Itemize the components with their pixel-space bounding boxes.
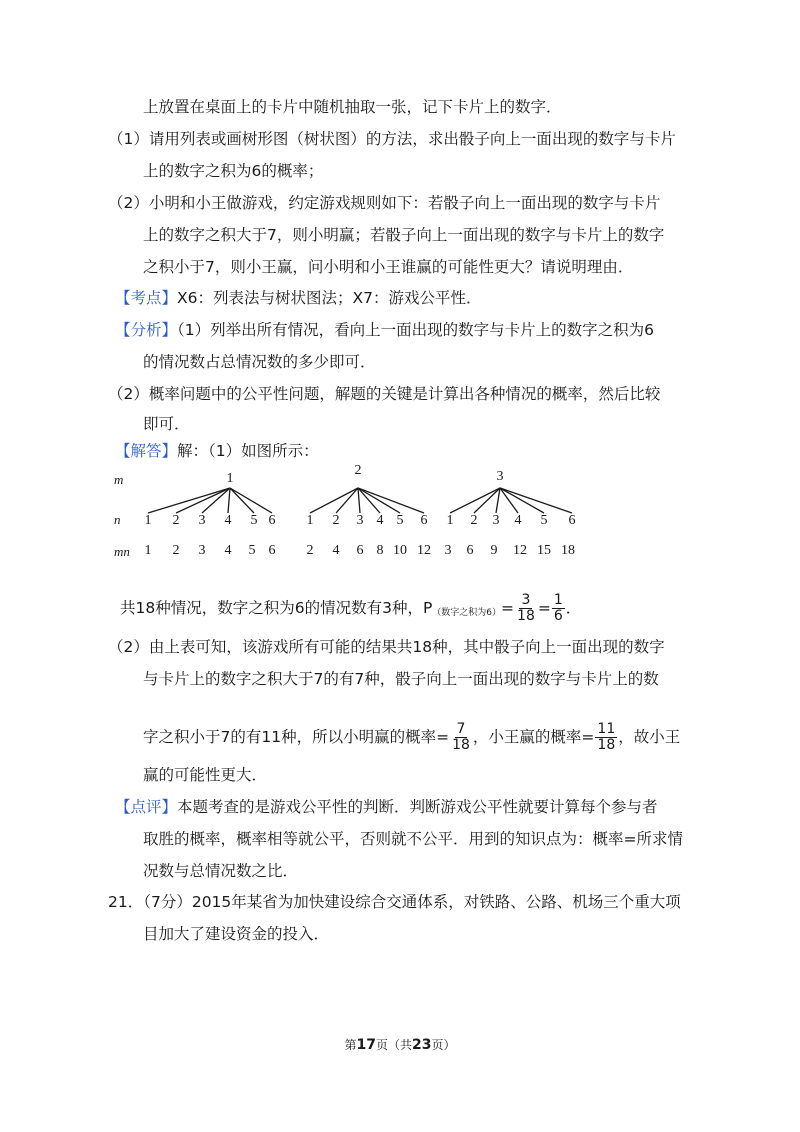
problem-part2: （2）小明和小王做游戏，约定游戏规则如下：若骰子向上一面出现的数字与卡片: [108, 194, 661, 212]
dianping-text: 本题考查的是游戏公平性的判断．判断游戏公平性就要计算每个参与者: [177, 798, 658, 816]
tree-product-value: 18: [561, 543, 575, 558]
equals-sign: =: [537, 599, 551, 617]
period: ．: [565, 599, 582, 617]
tree-leaf-node: 3: [356, 513, 364, 528]
tree-product-value: 2: [172, 543, 180, 558]
tree-leaf-node: 3: [492, 513, 500, 528]
dianping-line: [115, 796, 658, 818]
footer-pre: 第: [344, 1038, 357, 1052]
tree-leaf-node: 4: [376, 513, 384, 528]
tree-branch: [358, 488, 360, 513]
fenxi-tag: 【分析】: [115, 321, 178, 339]
fenxi-part2: （2）概率问题中的公平性问题，解题的关键是计算出各种情况的概率，然后比较: [108, 385, 661, 403]
fraction-numerator: 1: [553, 592, 563, 608]
tree-leaf-node: 1: [144, 513, 152, 528]
tree-leaf-node: 2: [470, 513, 478, 528]
jieda-text: 解：（1）如图所示：: [177, 442, 319, 460]
tree-leaf-node: 3: [198, 513, 206, 528]
problem-part2-cont: 之积小于7，则小王赢，问小明和小王谁赢的可能性更大？请说明理由．: [143, 258, 634, 276]
fraction: [595, 722, 617, 753]
tree-branch: [450, 488, 500, 513]
tree-product-value: 4: [224, 543, 232, 558]
tree-branch: [500, 488, 572, 513]
equals-sign: =: [501, 599, 515, 617]
fraction-numerator: 7: [456, 721, 466, 737]
tree-leaf-node: 4: [224, 513, 232, 528]
fenxi-text: （1）列举出所有情况，看向上一面出现的数字与卡片上的数字之积为6: [177, 321, 654, 339]
tree-root-node: 1: [226, 471, 234, 486]
tree-product-value: 6: [466, 543, 474, 558]
tree-leaf-node: 6: [420, 513, 428, 528]
tree-product-value: 6: [268, 543, 276, 558]
probs-text: ，故小王: [618, 728, 681, 746]
fraction: [552, 593, 565, 624]
probs-text: 字之积小于7的有11种，所以小明赢的概率=: [143, 728, 450, 746]
tree-product-value: 9: [490, 543, 498, 558]
problem-part1: （1）请用列表或画树形图（树状图）的方法，求出骰子向上一面出现的数字与卡片: [108, 130, 676, 148]
kaodian-text: X6：列表法与树状图法；X7：游戏公平性．: [177, 289, 482, 307]
jieda-line: [115, 440, 319, 462]
footer-post: 页）: [431, 1038, 456, 1052]
fenxi-cont: 的情况数占总情况数的多少即可．: [143, 353, 376, 371]
tree-product-value: 8: [376, 543, 384, 558]
fenxi-part2-cont: 即可．: [143, 415, 190, 433]
fraction-denominator: 6: [553, 608, 563, 624]
tree-product-value: 4: [332, 543, 340, 558]
question-21-cont: 目加大了建设资金的投入．: [143, 925, 330, 943]
probs-text: ，小王赢的概率=: [472, 728, 595, 746]
tree-branch: [358, 488, 424, 513]
tree-product-value: 3: [444, 543, 452, 558]
footer-total-pages: 23: [412, 1037, 432, 1053]
tree-leaf-node: 1: [446, 513, 454, 528]
fraction: [515, 593, 537, 624]
dianping-cont: 取胜的概率，概率相等就公平，否则就不公平．用到的知识点为：概率=所求情: [143, 830, 683, 848]
tree-root-node: 2: [354, 463, 362, 478]
tree-product-value: 6: [356, 543, 364, 558]
solution-part2-probs: [143, 722, 680, 753]
tree-branch: [176, 488, 230, 513]
tree-leaf-node: 6: [268, 513, 276, 528]
fraction-denominator: 18: [517, 608, 535, 624]
fraction-denominator: 18: [452, 737, 470, 753]
dianping-cont: 况数与总情况数之比．: [143, 862, 299, 880]
tree-root-node: 3: [496, 469, 504, 484]
tree-row-label: m: [114, 472, 124, 487]
fraction-numerator: 3: [521, 592, 531, 608]
fraction-denominator: 18: [597, 737, 616, 753]
question-21: 21．（7分）2015年某省为加快建设综合交通体系，对铁路、公路、机场三个重大项: [108, 893, 681, 911]
solution-part2: （2）由上表可知，该游戏所有可能的结果共18种，其中骰子向上一面出现的数字: [108, 638, 665, 656]
footer-page-number: 17: [356, 1037, 376, 1053]
result-line: [120, 593, 581, 624]
tree-diagram: [112, 462, 592, 562]
tree-leaf-node: 5: [250, 513, 258, 528]
fraction: [450, 722, 472, 753]
tree-leaf-node: 2: [172, 513, 180, 528]
tree-leaf-node: 1: [306, 513, 314, 528]
tree-product-value: 1: [144, 543, 152, 558]
tree-product-value: 10: [393, 543, 407, 558]
tree-row-label: mn: [114, 544, 130, 559]
problem-line: 上放置在桌面上的卡片中随机抽取一张，记下卡片上的数字．: [143, 98, 562, 116]
tree-product-value: 2: [306, 543, 314, 558]
tree-branch: [228, 488, 230, 513]
tree-row-label: n: [114, 512, 121, 527]
page-footer: [0, 1036, 800, 1053]
tree-branch: [148, 488, 230, 513]
tree-leaf-node: 5: [396, 513, 404, 528]
tree-branch: [358, 488, 400, 513]
tree-product-value: 15: [537, 543, 551, 558]
tree-product-value: 3: [198, 543, 206, 558]
tree-product-value: 12: [417, 543, 431, 558]
solution-conclusion: 赢的可能性更大．: [143, 766, 268, 784]
fenxi-line: [115, 319, 654, 341]
tree-branch: [336, 488, 358, 513]
result-text: 共18种情况，数字之积为6的情况数有3种，P: [120, 599, 433, 617]
kaodian-tag: 【考点】: [115, 289, 178, 307]
kaodian-line: [115, 287, 481, 309]
tree-branch: [310, 488, 358, 513]
tree-product-value: 12: [513, 543, 527, 558]
tree-leaf-node: 4: [514, 513, 522, 528]
fraction-numerator: 11: [597, 721, 616, 737]
jieda-tag: 【解答】: [115, 442, 178, 460]
dianping-tag: 【点评】: [115, 798, 178, 816]
tree-leaf-node: 5: [540, 513, 548, 528]
tree-leaf-node: 6: [568, 513, 576, 528]
tree-product-value: 5: [248, 543, 256, 558]
problem-part1-cont: 上的数字之积为6的概率；: [143, 162, 324, 180]
probability-subscript: （数字之积为6）: [432, 608, 502, 618]
problem-part2-cont: 上的数字之积大于7，则小明赢；若骰子向上一面出现的数字与卡片上的数字: [143, 226, 665, 244]
solution-part2-cont: 与卡片上的数字之积大于7的有7种，骰子向上一面出现的数字与卡片上的数: [143, 670, 659, 688]
tree-leaf-node: 2: [332, 513, 340, 528]
footer-mid: 页（共: [375, 1038, 412, 1052]
